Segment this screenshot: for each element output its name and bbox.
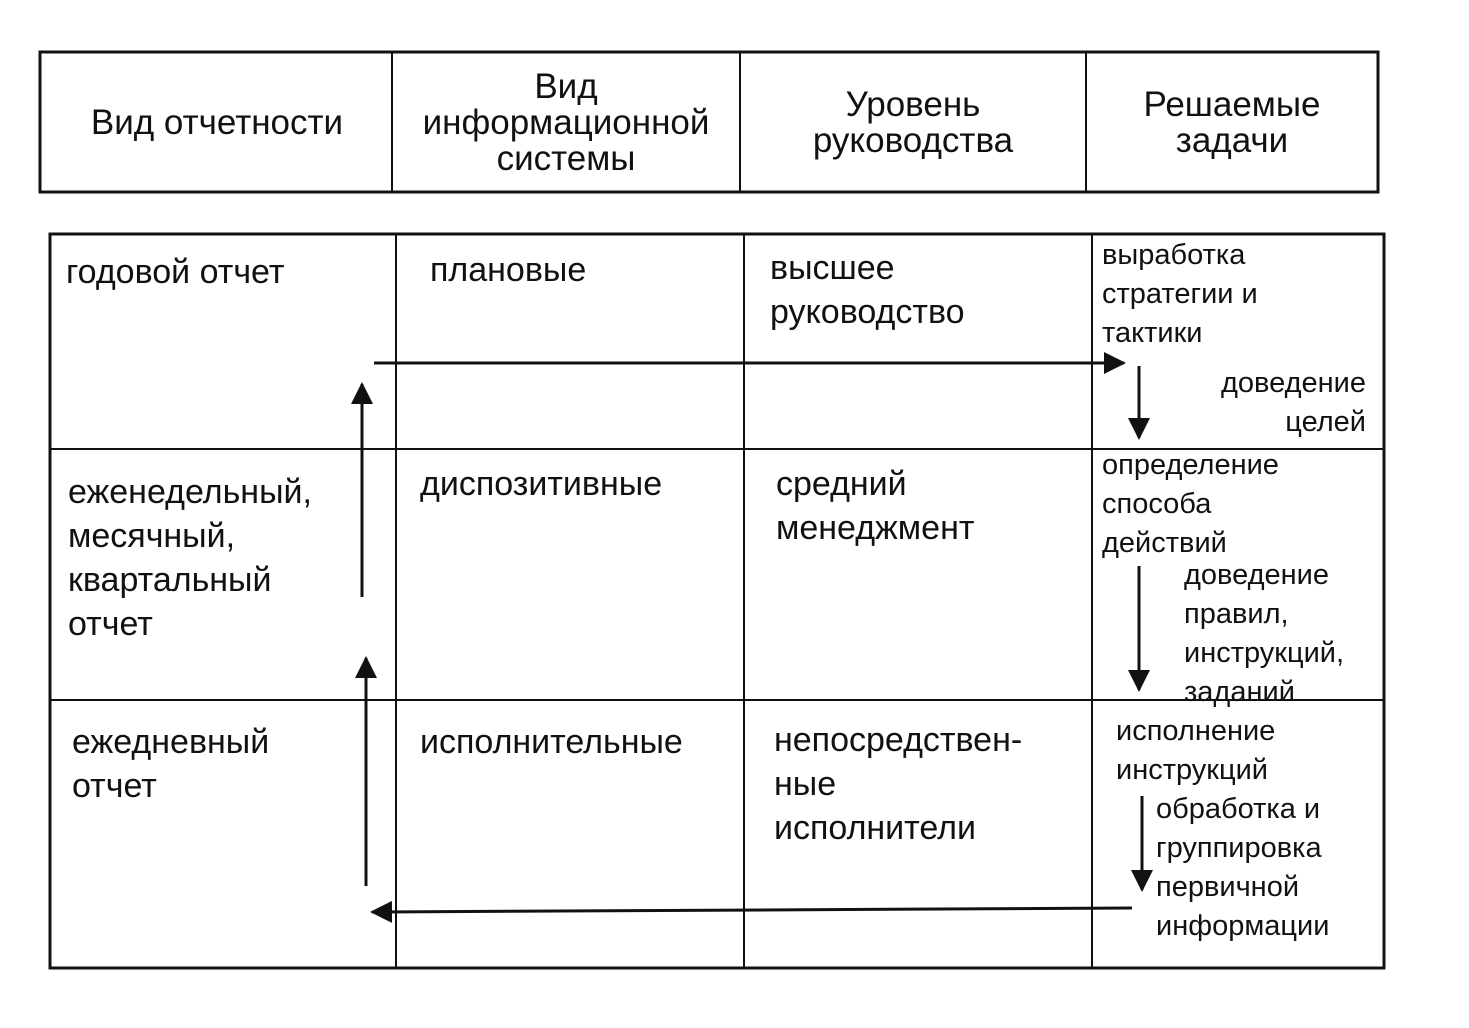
row3-report: ежедневный отчет [72,723,270,805]
header-table-border [40,52,1378,192]
header-management-level: Уровень руководства [812,84,1014,160]
header-tasks: Решаемые задачи [1143,84,1321,160]
row2-report: еженедельный, месячный, квартальный отчет [68,473,312,643]
row3-task: исполнение инструкций [1116,715,1276,786]
row1-task: выработка стратегии и тактики [1102,239,1258,349]
header-report-type: Вид отчетности [90,102,344,142]
arrow-left-bottom [372,908,1132,912]
row1-level: высшее руководство [770,249,965,331]
row3-level: непосредствен- ные исполнители [774,721,1023,847]
row1-flow: доведение целей [1220,367,1366,438]
row1-report: годовой отчет [66,253,285,291]
row3-flow: обработка и группировка первичной информации [1156,793,1330,942]
row2-task: определение способа действий [1102,449,1279,559]
row3-system: исполнительные [420,723,683,761]
row2-system: диспозитивные [420,465,663,503]
header-system-type: Вид информационной системы [422,66,710,178]
row2-level: средний менеджмент [776,465,975,547]
row1-system: плановые [430,251,587,289]
row2-flow: доведение правил, инструкций, заданий [1184,559,1345,708]
